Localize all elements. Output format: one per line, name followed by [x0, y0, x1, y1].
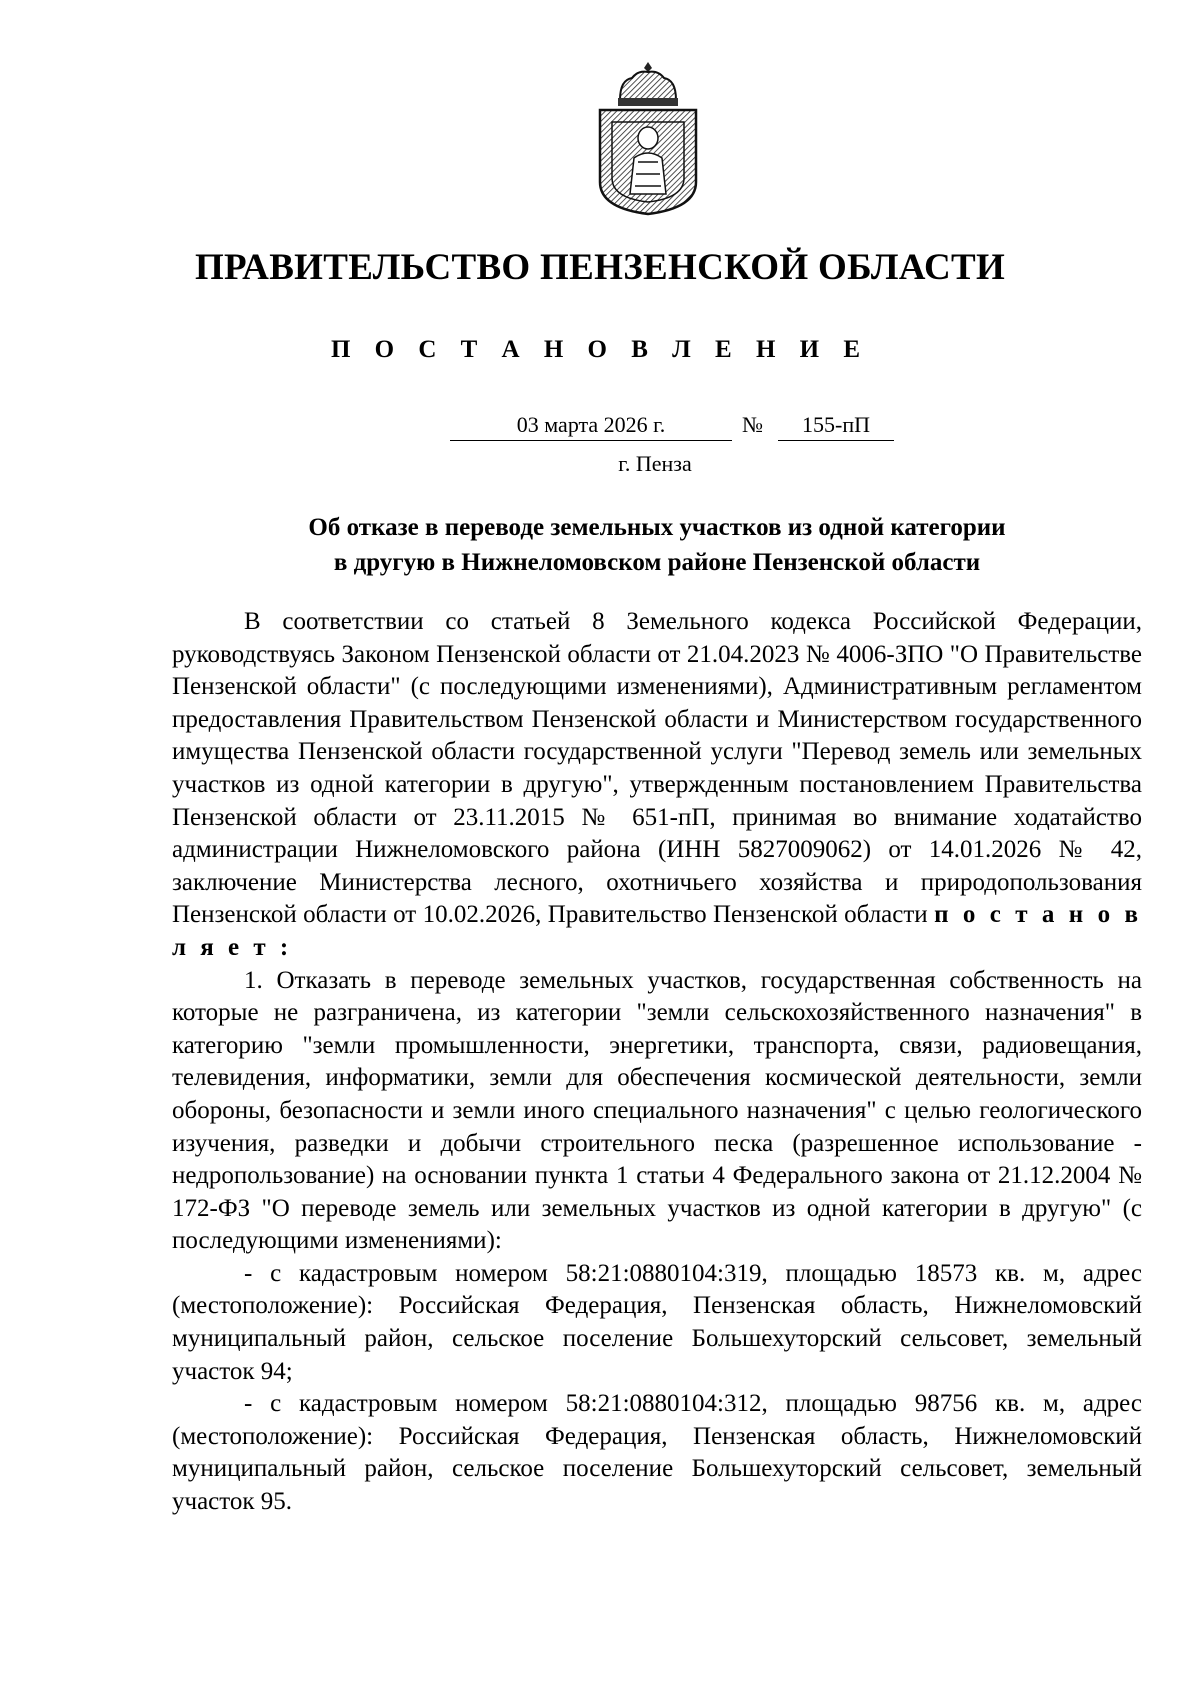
- document-body: [172, 606, 1142, 1519]
- preamble-text: В соответствии со статьей 8 Земельного кодекса Российской Федерации, руководствуясь Законом Пензенской области от 21.04.2023 № 4006-ЗПО "О Правительстве Пензенской области" (с последующими изменениями), Административным регламентом предоставления Правительством Пензенской области и Министерством государственного имущества Пензенской области государственной услуги "Перевод земель или земельных участков из одной категории в другую", утвержденным постановлением Правительства Пензенской области от 23.11.2015 № 651-пП, принимая во внимание ходатайство администрации Нижнеломовского района (ИНН 5827009062) от 14.01.2026 № 42, заключение Министерства лесного, охотничьего хозяйства и природопользования Пензенской области от 10.02.2026, Правительство Пензенской области: [172, 608, 1142, 929]
- document-type: П О С Т А Н О В Л Е Н И Е: [330, 336, 870, 363]
- subject-line-1: Об отказе в переводе земельных участков из одной категории: [308, 514, 1006, 541]
- parcel-2-paragraph: - с кадастровым номером 58:21:0880104:312, площадью 98756 кв. м, адрес (местоположение): Российская Федерация, Пензенская область, Нижнеломовский муниципальный район, сельское поселение Большехуторский сельсовет, земельный участок 95.: [172, 1390, 1142, 1516]
- subject-line-2: в другую в Нижнеломовском районе Пензенской области: [333, 549, 981, 576]
- number-sign: №: [742, 412, 763, 437]
- decree-word: п о с т а н о в л я е т :: [172, 901, 1142, 961]
- parcel-1-paragraph: - с кадастровым номером 58:21:0880104:319, площадью 18573 кв. м, адрес (местоположение): Российская Федерация, Пензенская область, Нижнеломовский муниципальный район, сельское поселение Большехуторский сельсовет, земельный участок 94;: [172, 1259, 1142, 1385]
- document-date: 03 марта 2026 г.: [450, 410, 732, 441]
- government-title: ПРАВИТЕЛЬСТВО ПЕНЗЕНСКОЙ ОБЛАСТИ: [194, 247, 1006, 288]
- city: г. Пенза: [618, 451, 692, 476]
- item-1-paragraph: 1. Отказать в переводе земельных участков, государственная собственность на которые не разграничена, из категории "земли сельскохозяйственного назначения" в категорию "земли промышленности, энергетики, транспорта, связи, радиовещания, телевидения, информатики, земли для обеспечения космической деятельности, земли обороны, безопасности и земли иного специального назначения" с целью геологического изучения, разведки и добычи строительного песка (разрешенное использование - недропользование) на основании пункта 1 статьи 4 Федерального закона от 21.12.2004 № 172-ФЗ "О переводе земель или земельных участков из одной категории в другую" (с последующими изменениями):: [172, 966, 1142, 1255]
- date-number-line: [0, 410, 1200, 442]
- document-number: 155-пП: [778, 410, 894, 441]
- document-subject: [172, 510, 1142, 580]
- coat-of-arms-icon: [590, 58, 706, 218]
- preamble-paragraph: [172, 606, 1142, 965]
- city-line: [0, 451, 1200, 477]
